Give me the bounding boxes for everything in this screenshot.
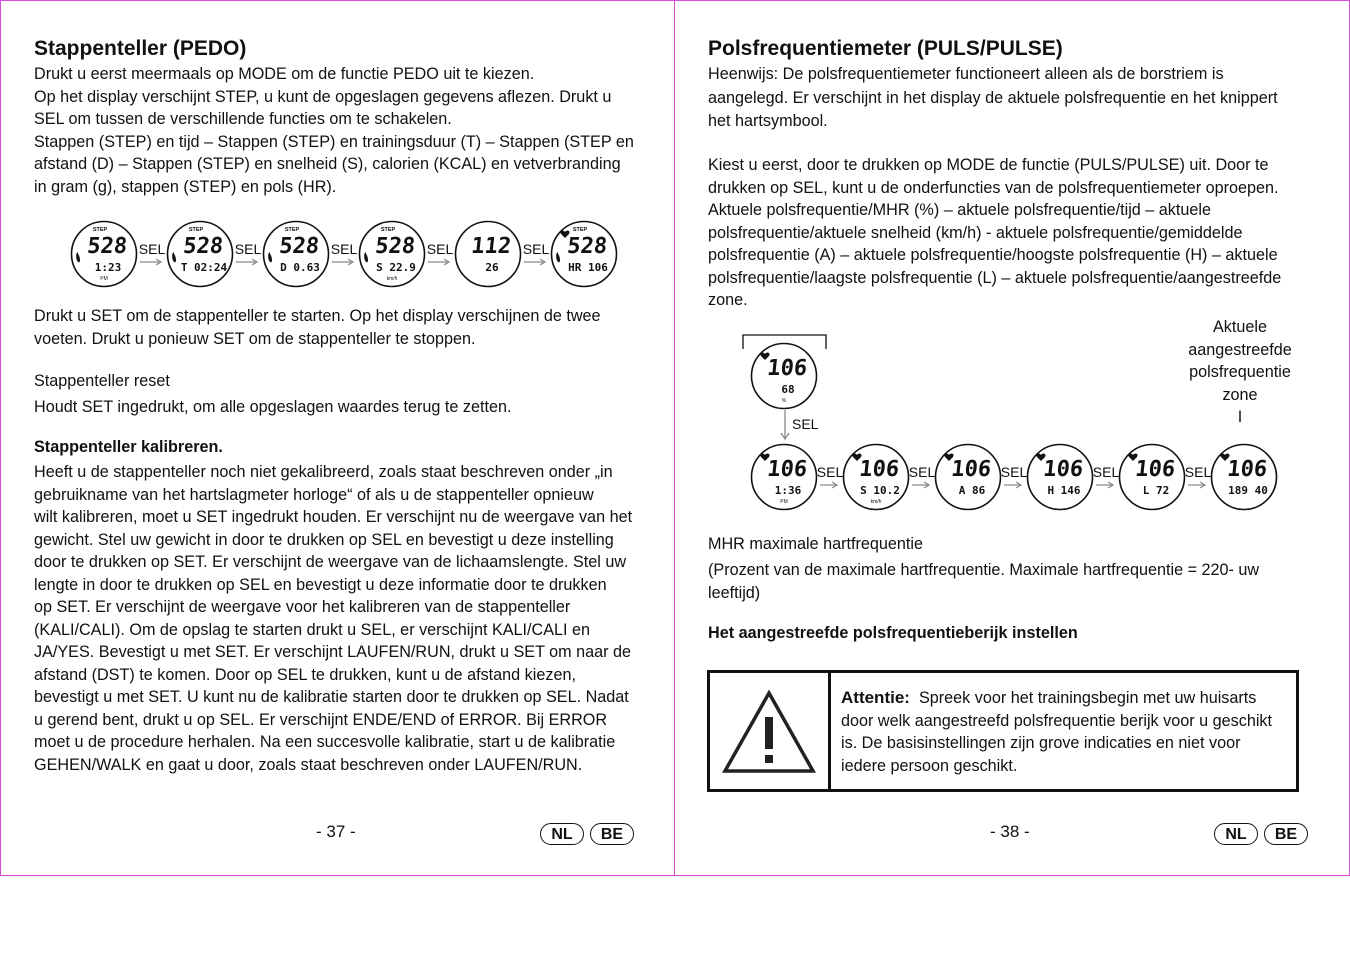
- watch-sub-label: PM: [100, 276, 108, 282]
- watch-display: [454, 220, 522, 288]
- warning-icon: [721, 687, 817, 775]
- text-line: afstand (D) – Stappen (STEP) en snelheid (S), calorien (KCAL) en vetverbranding: [34, 155, 621, 173]
- watch-main-value: 528: [86, 234, 129, 259]
- sel-label: SEL: [522, 241, 550, 257]
- reset-text: Houdt SET ingedrukt, om alle opgeslagen waardes terug te zetten.: [34, 398, 512, 416]
- watch-bottom-value: 1:23: [94, 261, 122, 274]
- right-arrow-icon: [820, 480, 840, 490]
- text-line: drukken op SEL, kunt u de onderfuncties van de polsfrequentiemeter oproepen.: [708, 178, 1279, 197]
- watch-main-value: 106: [1226, 457, 1269, 482]
- calibration-paragraph: [34, 461, 654, 776]
- sel-label: SEL: [816, 464, 844, 480]
- zone-label-line: I: [1237, 408, 1243, 426]
- page-number: - 37 -: [316, 822, 356, 841]
- text-line: afstand (DST) te komen. Door op SEL te drukken, kunt u de afstand kiezen,: [34, 665, 576, 684]
- text-line: Drukt u eerst meermaals op MODE om de functie PEDO uit te kiezen.: [34, 65, 535, 83]
- watch-main-value: 528: [278, 234, 321, 259]
- text-line: moet u de procedure herhalen. Na een succesvolle kalibratie, start u de kalibratie: [34, 733, 616, 751]
- watch-top-label: STEP: [92, 227, 108, 233]
- watch-display: [750, 342, 818, 410]
- watch-main-value: 528: [182, 234, 225, 259]
- watch-bottom-value: 1:36: [774, 484, 802, 497]
- watch-display: [550, 220, 618, 288]
- sel-label: SEL: [792, 416, 819, 432]
- sel-arrow: [910, 464, 934, 490]
- sel-arrow: [138, 241, 166, 267]
- text-line: GEHEN/WALK en gaat u door, zoals staat beschreven onder LAUFEN/RUN.: [34, 755, 583, 774]
- text-line: door welk aangestreefd polsfrequentie berijk voor u geschikt: [841, 711, 1273, 730]
- sel-label: SEL: [138, 241, 166, 257]
- watch-display: [934, 443, 1002, 511]
- sel-arrow: [1002, 464, 1026, 490]
- text-line: u gerend bent, drukt u op SEL. Er verschijnt ENDE/END of ERROR. Bij ERROR: [34, 710, 608, 729]
- text-line: Drukt u SET om de stappenteller te starten. Op het display verschijnen de twee: [34, 307, 601, 325]
- watch-display: [1026, 443, 1094, 511]
- down-arrow: [778, 410, 792, 442]
- note-label: Heenwijs:: [708, 65, 779, 83]
- note-line: [708, 63, 1224, 86]
- watch-main-value: 106: [1134, 457, 1177, 482]
- watch-top-label: STEP: [572, 227, 588, 233]
- text-line: polsfrequentie (A) – aktuele polsfrequentie/hoogste polsfrequentie (H) – aktuele: [708, 246, 1278, 264]
- watch-sub-label: km/h: [386, 276, 398, 282]
- text-line: lengte in door te drukken op SEL en bevestigt u deze informatie door te drukken: [34, 575, 607, 594]
- sel-label: SEL: [330, 241, 358, 257]
- text-line: Heeft u de stappenteller noch niet gekalibreerd, zoals staat beschreven onder „in: [34, 463, 613, 481]
- mhr-paragraph: [708, 559, 1318, 604]
- watch-bottom-value: D 0.63: [280, 261, 320, 274]
- top-watch: [750, 342, 818, 415]
- warning-icon-cell: [710, 673, 831, 789]
- sel-arrow: [1094, 464, 1118, 490]
- attention-box: [707, 670, 1299, 792]
- text-line: wilt kalibreren, moet u SET ingedrukt houden. Er verschijnt nu de weergave van het: [34, 508, 633, 526]
- text-line: op SET. Er verschijnt de weergave voor het kalibreren van de stappenteller: [34, 598, 571, 616]
- text-line: Op het display verschijnt STEP, u kunt de opgeslagen gegevens aflezen. Drukt u: [34, 87, 612, 106]
- watch-main-value: 106: [858, 457, 901, 482]
- right-arrow-icon: [1004, 480, 1024, 490]
- right-arrow-icon: [140, 257, 164, 267]
- watch-bottom-value: 26: [485, 261, 499, 274]
- text-line: bevestigt u met SET. U kunt nu de kalibratie starten door te drukken op SEL. Nadat: [34, 688, 629, 706]
- watch-bottom-value: A 86: [958, 484, 986, 497]
- watch-display: [1118, 443, 1186, 511]
- right-arrow-icon: [524, 257, 548, 267]
- right-arrow-icon: [332, 257, 356, 267]
- sel-arrow: [330, 241, 358, 267]
- sel-arrow: [234, 241, 262, 267]
- pulse-display-sequence: [750, 443, 1278, 511]
- text-line: polsfrequentie/aktuele snelheid (km/h) - aktuele polsfrequentie/gemiddelde: [708, 223, 1243, 242]
- sel-label: SEL: [234, 241, 262, 257]
- badge-nl: NL: [540, 823, 584, 845]
- watch-main-value: 106: [766, 356, 809, 381]
- sel-label: SEL: [908, 464, 936, 480]
- right-arrow-icon: [236, 257, 260, 267]
- text-line: het hartsymbool.: [708, 111, 828, 130]
- badge-be: BE: [1264, 823, 1308, 845]
- watch-bottom-value: L 72: [1142, 484, 1170, 497]
- text-line: voeten. Drukt u ponieuw SET om de stappenteller te stoppen.: [34, 329, 476, 348]
- right-arrow-icon: [1096, 480, 1116, 490]
- sel-arrow: [522, 241, 550, 267]
- sel-arrow: [818, 464, 842, 490]
- text-line: leeftijd): [708, 583, 761, 602]
- watch-display: [166, 220, 234, 288]
- watch-display: [70, 220, 138, 288]
- text-line: SEL om tussen de verschillende functies om te schakelen.: [34, 110, 452, 128]
- watch-bottom-value: S 22.9: [376, 261, 416, 274]
- watch-main-value: 106: [766, 457, 809, 482]
- start-paragraph: [34, 305, 654, 350]
- watch-main-value: 528: [566, 234, 609, 259]
- text-line: Kiest u eerst, door te drukken op MODE de functie (PULS/PULSE) uit. Door te: [708, 156, 1269, 174]
- pedo-display-sequence: [70, 220, 618, 288]
- intro-paragraph: [34, 63, 654, 198]
- text-line: aangelegd. Er verschijnt in het display de aktuele polsfrequentie en het knippert: [708, 89, 1278, 107]
- sel-label: SEL: [426, 241, 454, 257]
- watch-bottom-value: HR 106: [568, 261, 608, 274]
- watch-sub-label: %: [781, 398, 787, 404]
- watch-bottom-value: 189 40: [1228, 484, 1268, 497]
- text-line: (KALI/CALI). Om de opslag te starten drukt u SEL, er verschijnt KALI/CALI en: [34, 620, 591, 639]
- calibration-heading: Stappenteller kalibreren.: [34, 438, 223, 456]
- right-arrow-icon: [1188, 480, 1208, 490]
- watch-main-value: 106: [950, 457, 993, 482]
- page-number: - 38 -: [990, 822, 1030, 841]
- watch-display: [750, 443, 818, 511]
- sel-arrow: [1186, 464, 1210, 490]
- watch-top-label: STEP: [380, 227, 396, 233]
- watch-main-value: 528: [374, 234, 417, 259]
- watch-bottom-value: 68: [781, 383, 795, 396]
- watch-main-value: 106: [1042, 457, 1085, 482]
- right-arrow-icon: [912, 480, 932, 490]
- text-line: JA/YES. Bevestigt u met SET. Er verschijnt LAUFEN/RUN, drukt u SET om naar de: [34, 643, 632, 661]
- text-line: gewicht. Stel uw gewicht in door te drukken op SEL en bevestigt u deze instelling: [34, 530, 614, 549]
- note-text: De polsfrequentiemeter functioneert alleen als de borstriem is: [778, 65, 1224, 83]
- text-line: Stappen (STEP) en tijd – Stappen (STEP) en trainingsduur (T) – Stappen (STEP en: [34, 132, 634, 151]
- body-paragraph: [708, 154, 1318, 312]
- zone-label-line: zone: [1222, 385, 1258, 404]
- text-line: zone.: [708, 291, 748, 309]
- zone-label-line: aangestreefde: [1188, 340, 1292, 359]
- sel-arrow: [426, 241, 454, 267]
- watch-bottom-value: T 02:24: [180, 261, 228, 274]
- range-heading: Het aangestreefde polsfrequentieberijk instellen: [708, 624, 1078, 642]
- zone-label-line: Aktuele: [1213, 318, 1267, 336]
- sel-label: SEL: [1184, 464, 1212, 480]
- badge-nl: NL: [1214, 823, 1258, 845]
- watch-sub-label: PM: [780, 499, 788, 505]
- watch-display: [262, 220, 330, 288]
- badge-be: BE: [590, 823, 634, 845]
- text-line: iedere persoon geschikt.: [841, 756, 1018, 775]
- watch-bottom-value: H 146: [1047, 484, 1081, 497]
- mhr-heading: MHR maximale hartfrequentie: [708, 535, 924, 553]
- text-line: in gram (g), stappen (STEP) en pols (HR).: [34, 177, 337, 196]
- watch-main-value: 112: [470, 234, 513, 259]
- right-arrow-icon: [428, 257, 452, 267]
- note-paragraph: [708, 87, 1318, 132]
- watch-display: [842, 443, 910, 511]
- reset-heading: Stappenteller reset: [34, 372, 170, 390]
- text-line: (Prozent van de maximale hartfrequentie. Maximale hartfrequentie = 220- uw: [708, 561, 1260, 579]
- attention-text: [831, 673, 1282, 789]
- watch-display: [358, 220, 426, 288]
- text-line: gebruikname van het hartslagmeter horloge“ of als u de stappenteller opnieuw: [34, 485, 594, 504]
- sel-label: SEL: [1092, 464, 1120, 480]
- page-title: Polsfrequentiemeter (PULS/PULSE): [708, 37, 1063, 60]
- watch-top-label: STEP: [188, 227, 204, 233]
- sel-label: SEL: [1000, 464, 1028, 480]
- watch-display: [1210, 443, 1278, 511]
- zone-label-line: polsfrequentie: [1189, 363, 1291, 381]
- attention-label: Attentie:: [841, 688, 910, 707]
- text-line: is. De basisinstellingen zijn grove indicaties en niet voor: [841, 734, 1241, 752]
- attention-first-line: Spreek voor het trainingsbegin met uw huisarts: [918, 689, 1257, 707]
- text-line: polsfrequentie/laagste polsfrequentie (L) – aktuele polsfrequentie/aangestreefde: [708, 268, 1282, 287]
- watch-bottom-value: S 10.2: [860, 484, 900, 497]
- watch-sub-label: km/h: [870, 499, 882, 505]
- zone-annotation: [1160, 316, 1320, 429]
- text-line: Aktuele polsfrequentie/MHR (%) – aktuele polsfrequentie/tijd – aktuele: [708, 201, 1211, 219]
- text-line: door te drukken op SET. Er verschijnt de weergave van de lichaamslengte. Stel uw: [34, 553, 627, 571]
- watch-top-label: STEP: [284, 227, 300, 233]
- page-title: Stappenteller (PEDO): [34, 37, 247, 60]
